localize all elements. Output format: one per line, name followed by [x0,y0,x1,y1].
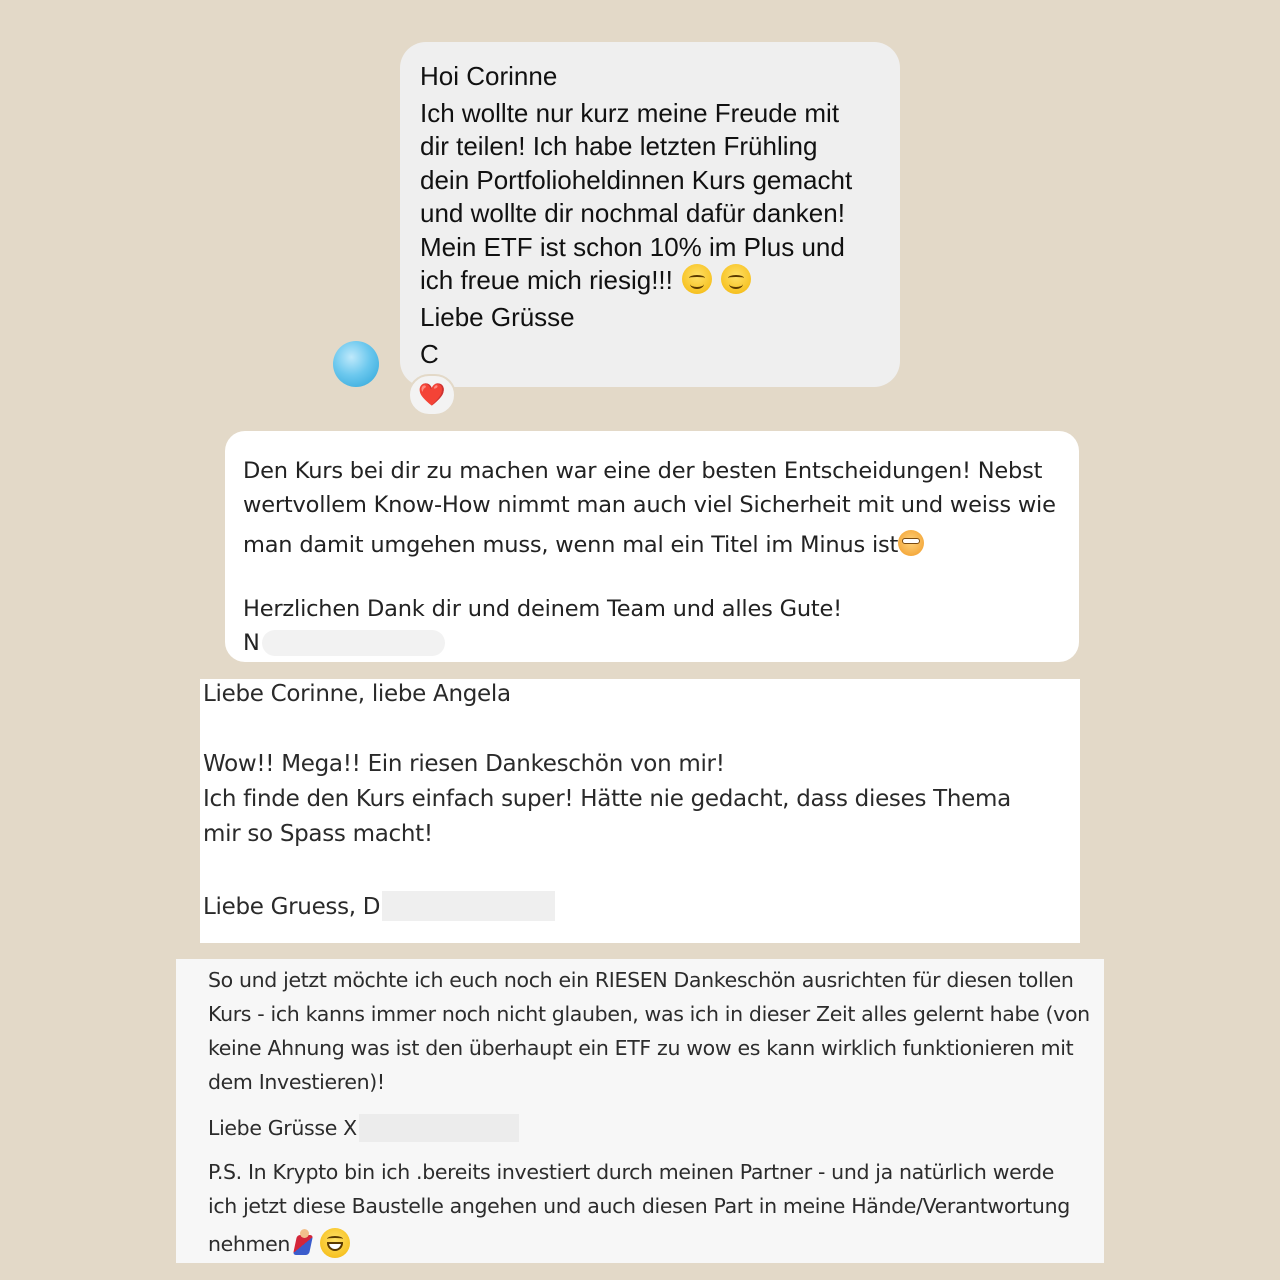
closing-line [208,1114,519,1142]
message-line: und wollte dir nochmal dafür danken! [420,198,845,228]
message-line: Wow!! Mega!! Ein riesen Dankeschön von mir! [203,751,725,777]
message-line: ich freue mich riesig!!! [420,265,673,295]
smiling-face-icon [721,264,751,294]
thanks-text: Herzlichen Dank dir und deinem Team und alles Gute! [243,596,842,622]
message-line: Ich finde den Kurs einfach super! Hätte nie gedacht, dass dieses Thema [203,786,1011,812]
message-line: Den Kurs bei dir zu machen war eine der besten Entscheidungen! Nebst [243,458,1043,484]
closing-line [203,891,555,921]
message-line: So und jetzt möchte ich euch noch ein RIESEN Dankeschön ausrichten für diesen tollen [208,968,1074,992]
message-line: dem Investieren)! [208,1070,385,1094]
heart-reaction-icon[interactable]: ❤️ [408,374,456,416]
greeting-text: Hoi Corinne [420,61,558,91]
testimonial-card-2 [225,431,1079,662]
message-line: Mein ETF ist schon 10% im Plus und [420,231,845,262]
testimonial-card-3 [200,679,1080,943]
message-line: dein Portfolioheldinnen Kurs gemacht [420,164,853,195]
chat-bubble-message-1 [400,42,900,387]
message-line-with-emoji [420,264,880,298]
message-line: man damit umgehen muss, wenn mal ein Titel im Minus ist [243,532,899,558]
grinning-face-icon [320,1228,350,1258]
message-line: Ich wollte nur kurz meine Freude mit [420,97,840,128]
salutation-text: Liebe Corinne, liebe Angela [203,681,511,707]
message-line: Kurs - ich kanns immer noch nicht glauben, was ich in dieser Zeit alles gelernt habe (von [208,1002,1090,1026]
superhero-icon [292,1229,314,1257]
ps-line-with-emoji [208,1228,350,1258]
message-line: dir teilen! Ich habe letzten Frühling [420,131,818,161]
message-line: keine Ahnung was ist den überhaupt ein ETF zu wow es kann wirklich funktionieren mit [208,1036,1074,1060]
signature-text: C [420,339,439,369]
closing-text: Liebe Grüsse X [208,1116,357,1140]
redacted-name [382,891,555,921]
sender-avatar[interactable] [333,341,379,387]
closing-text: Liebe Grüsse [420,301,575,332]
redacted-name [262,630,445,656]
ps-line: nehmen [208,1232,291,1256]
closing-text: Liebe Gruess, D [203,894,381,920]
smiling-face-icon [682,264,712,294]
signature-line [243,630,445,656]
message-line-with-emoji [243,530,924,558]
face-with-hand-over-eyes-icon [898,530,924,556]
message-line: wertvollem Know-How nimmt man auch viel Sicherheit mit und weiss wie [243,492,1056,518]
message-line: mir so Spass macht! [203,821,433,847]
ps-line: P.S. In Krypto bin ich .bereits investiert durch meinen Partner - und ja natürlich werde [208,1160,1055,1184]
redacted-name [359,1114,519,1142]
signature-initial: N [243,630,260,656]
ps-line: ich jetzt diese Baustelle angehen und auch diesen Part in meine Hände/Verantwortung [208,1194,1070,1218]
testimonial-card-4 [176,959,1104,1263]
